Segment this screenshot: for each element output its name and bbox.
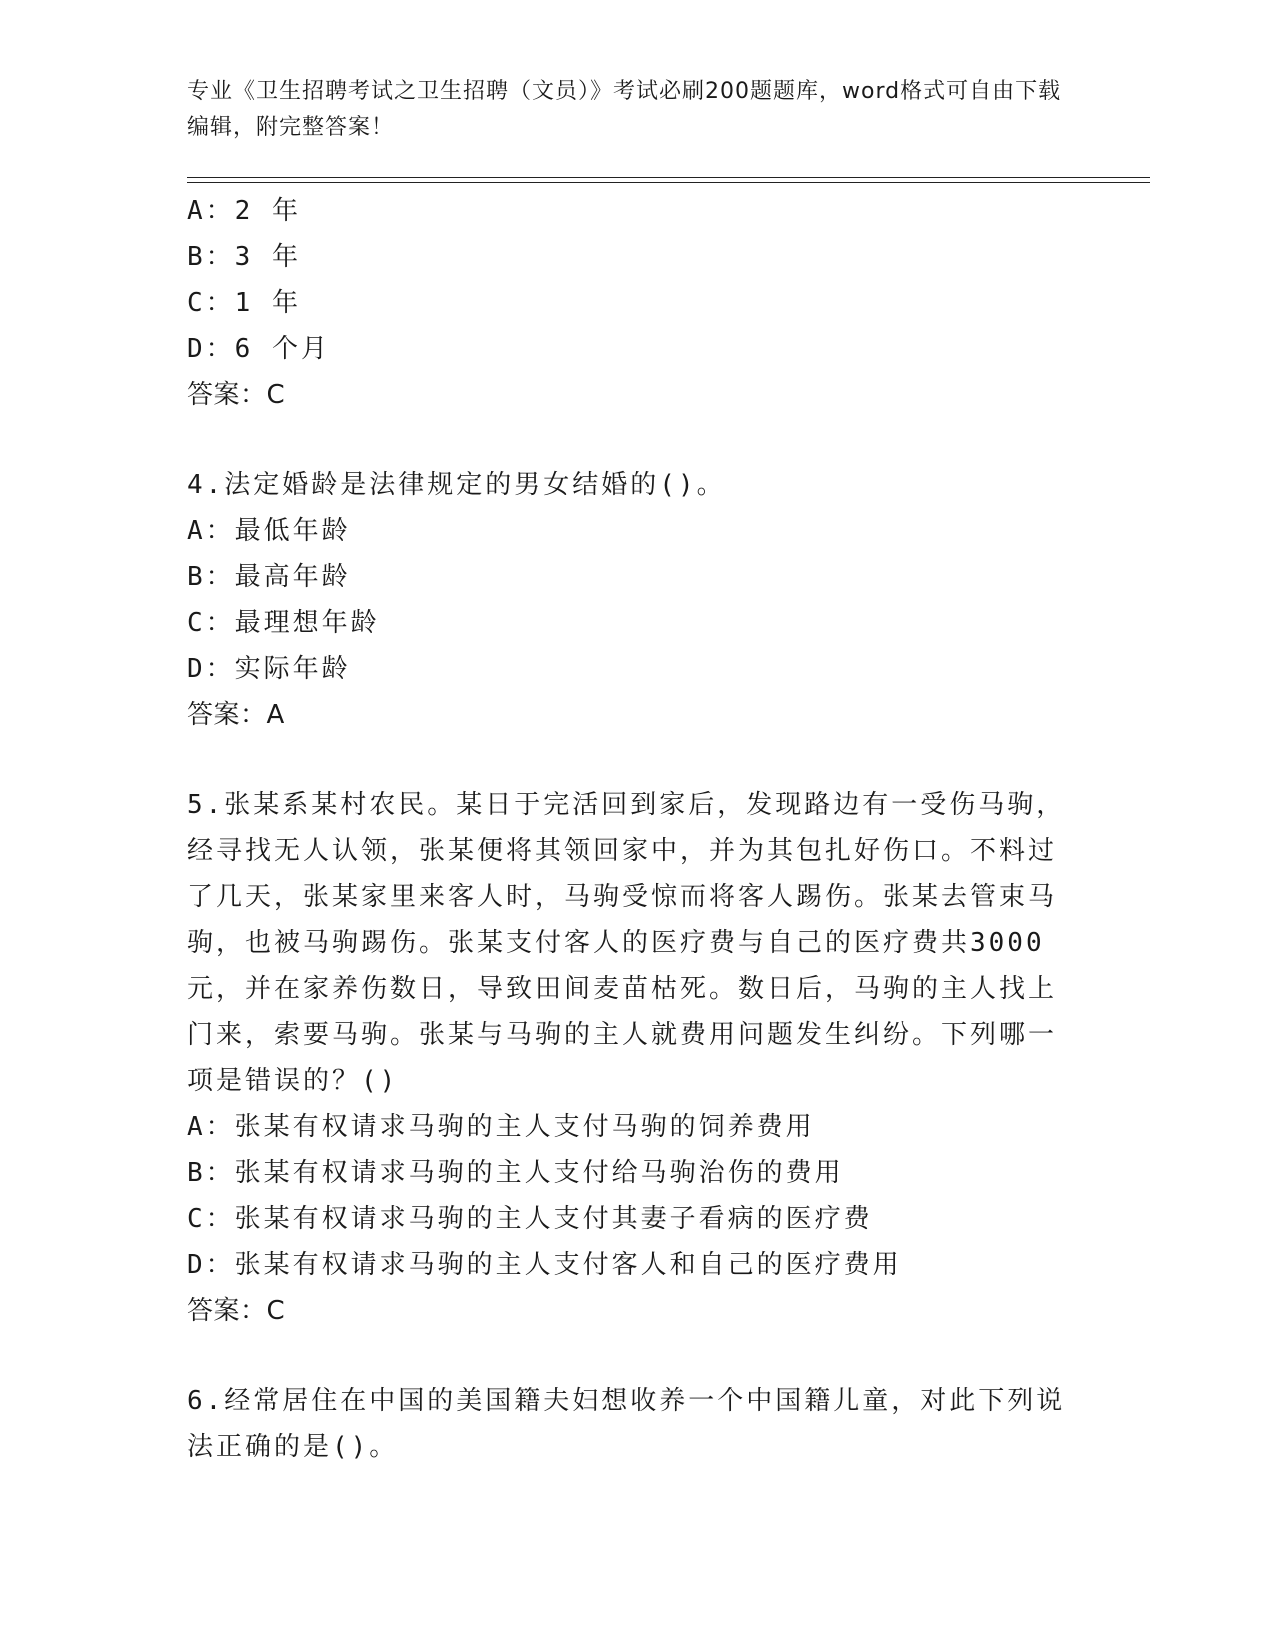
spacer xyxy=(187,418,1067,462)
option-b: B：3 年 xyxy=(187,242,301,272)
spacer xyxy=(187,1334,1067,1378)
option-d: D：张某有权请求马驹的主人支付客人和自己的医疗费用 xyxy=(187,1250,902,1280)
answer-label: 答案：C xyxy=(187,380,286,410)
answer-label: 答案：C xyxy=(187,1296,286,1326)
question-content xyxy=(187,188,1067,1470)
option-c: C：1 年 xyxy=(187,288,301,318)
question-6 xyxy=(187,1378,1067,1470)
option-b: B：最高年龄 xyxy=(187,562,351,592)
question-text: 5.张某系某村农民。某日于完活回到家后，发现路边有一受伤马驹，经寻找无人认领，张某便将其领回家中，并为其包扎好伤口。不料过了几天，张某家里来客人时，马驹受惊而将客人踢伤。张某去管束马驹，也被马驹踢伤。张某支付客人的医疗费与自己的医疗费共3000元，并在家养伤数日，导致田间麦苗枯死。数日后，马驹的主人找上门来，索要马驹。张某与马驹的主人就费用问题发生纠纷。下列哪一项是错误的？() xyxy=(187,790,1066,1096)
option-a: A：最低年龄 xyxy=(187,516,351,546)
option-d: D：6 个月 xyxy=(187,334,330,364)
option-a: A：张某有权请求马驹的主人支付马驹的饲养费用 xyxy=(187,1112,815,1142)
spacer xyxy=(187,738,1067,782)
document-header: 专业《卫生招聘考试之卫生招聘（文员）》考试必刷200题题库，word格式可自由下载编辑，附完整答案！ xyxy=(187,79,1062,140)
option-c: C：最理想年龄 xyxy=(187,608,380,638)
option-b: B：张某有权请求马驹的主人支付给马驹治伤的费用 xyxy=(187,1158,844,1188)
header-divider-bottom xyxy=(187,182,1150,183)
header-divider-top xyxy=(187,177,1150,178)
question-3-options xyxy=(187,188,1067,418)
question-4 xyxy=(187,462,1067,738)
question-text: 6.经常居住在中国的美国籍夫妇想收养一个中国籍儿童，对此下列说法正确的是()。 xyxy=(187,1386,1066,1462)
question-5 xyxy=(187,782,1067,1334)
question-text: 4.法定婚龄是法律规定的男女结婚的()。 xyxy=(187,470,726,500)
option-c: C：张某有权请求马驹的主人支付其妻子看病的医疗费 xyxy=(187,1204,873,1234)
answer-label: 答案：A xyxy=(187,700,285,730)
option-d: D：实际年龄 xyxy=(187,654,351,684)
option-a: A：2 年 xyxy=(187,196,301,226)
